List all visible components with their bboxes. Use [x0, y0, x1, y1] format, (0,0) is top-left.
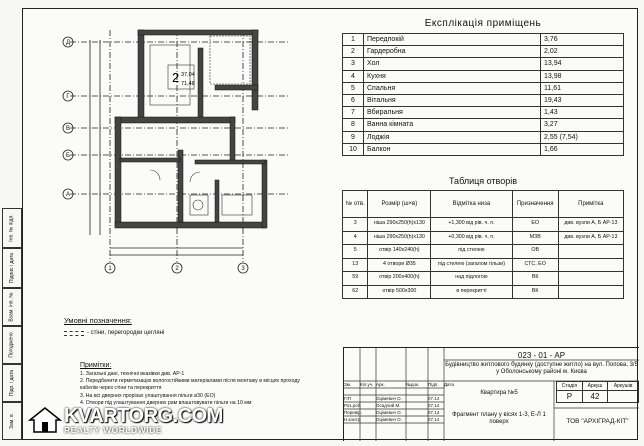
stage-header: Аркуш [582, 382, 608, 391]
table-row [343, 46, 624, 58]
opening-no: 62 [343, 285, 368, 299]
opening-size: отвір 140х240(h) [368, 245, 431, 259]
room-area: 13,94 [541, 58, 624, 70]
title-block [343, 347, 639, 441]
opening-purpose: ВК [512, 272, 558, 286]
room-no: 9 [343, 131, 364, 143]
column-header: Призначення [512, 191, 558, 218]
room-no: 7 [343, 107, 364, 119]
opening-purpose: ВК [512, 285, 558, 299]
explication-table [342, 33, 624, 156]
drawing-code: 023 - 01 - АР [517, 351, 566, 360]
table-row [343, 143, 624, 155]
opening-note [558, 272, 623, 286]
area-living: 71,48 [181, 81, 195, 87]
opening-level: +0,300 від рів. ч. п. [431, 231, 512, 245]
axis-label: 3 [241, 266, 245, 272]
opening-level: під стелею [431, 245, 512, 259]
watermark-brand: KVARTORG.COM [64, 405, 223, 427]
column-header: Розмір (ш×в) [368, 191, 431, 218]
opening-no: 4 [343, 231, 368, 245]
area-total: 37,04 [181, 72, 195, 78]
side-stamp-cell: Погоджено [2, 326, 22, 364]
room-name: Спальня [364, 82, 541, 94]
room-area: 13,98 [541, 70, 624, 82]
axis-label: Г [66, 94, 70, 100]
room-no: 10 [343, 143, 364, 155]
opening-note: див. вузли А, Б АР-13 [558, 218, 623, 232]
table-row [343, 231, 624, 245]
room-name: Вбиральня [364, 107, 541, 119]
notes-title: Примітки: [80, 362, 112, 369]
openings-table [342, 190, 624, 299]
room-name: Ванна кімната [364, 119, 541, 131]
opening-level: під стелею (загалом гільзи) [431, 258, 512, 272]
signature-row: ГІП Оцімевич О. 07.14 [344, 396, 440, 401]
room-name: Балкон [364, 143, 541, 155]
table-row [343, 58, 624, 70]
room-name: Гардеробна [364, 46, 541, 58]
room-name: Передпокій [364, 34, 541, 46]
house-logo-icon [28, 406, 62, 434]
sheet-title: Фрагмент плану у вісях 1-3, Е-Л 1 поверх [452, 412, 546, 425]
room-area: 3,76 [541, 34, 624, 46]
note-item: кабелів через стіни та перекриття [80, 385, 162, 392]
stage-value: 42 [582, 391, 608, 403]
table-row [343, 218, 624, 232]
room-area: 11,61 [541, 82, 624, 94]
watermark-tagline: REALTY WORLDWIDE [64, 425, 162, 435]
opening-purpose: МЗВ [512, 231, 558, 245]
opening-size: ніша 290х250(h)х130 [368, 218, 431, 232]
room-no: 5 [343, 82, 364, 94]
opening-level: в перекритті [431, 285, 512, 299]
room-area: 2,02 [541, 46, 624, 58]
flat-label: Квартира №5 [480, 390, 518, 396]
opening-note [558, 245, 623, 259]
stage-header: Стадія [557, 382, 583, 391]
room-name: Хол [364, 58, 541, 70]
room-name: Кухня [364, 70, 541, 82]
stage-value [608, 391, 639, 403]
opening-no: 59 [343, 272, 368, 286]
signature-row: Роз.роб. Осадчий М. 07.14 [344, 403, 440, 408]
note-item: 2. Передбачити герметизацію вологостійкими матеріалами після монтажу в місцях проходу [80, 378, 300, 385]
column-header: Відмітка низа [431, 191, 512, 218]
opening-purpose: ЕО [512, 218, 558, 232]
opening-size: отвір 500х300 [368, 285, 431, 299]
table-row [343, 285, 624, 299]
table-row [343, 94, 624, 106]
table-row [343, 272, 624, 286]
room-no: 2 [343, 46, 364, 58]
table-row [343, 258, 624, 272]
room-area: 3,27 [541, 119, 624, 131]
opening-note [558, 258, 623, 272]
axis-label: 1 [108, 266, 112, 272]
note-item: 4. Отвори під улаштування дверних рам влаштовувати пільги на 10 мм [80, 399, 252, 406]
room-no: 1 [343, 34, 364, 46]
axis-label: 2 [175, 266, 179, 272]
legend-title: Умовні позначення: [64, 316, 132, 325]
table-row [343, 245, 624, 259]
stage-value: Р [557, 391, 583, 403]
openings-title: Таблиця отворів [448, 176, 518, 186]
room-name: Лоджія [364, 131, 541, 143]
opening-level: +1,300 від рів. ч. п. [431, 218, 512, 232]
table-row [343, 82, 624, 94]
project-description: Будівництво житлового будинку (доступне житло) на вул. Попова, 3/5 у Оболонському районі м. Києва [445, 362, 638, 375]
opening-size: отвір 200х400(h) [368, 272, 431, 286]
room-name: Вітальня [364, 94, 541, 106]
note-item: 1. Загальні дані, технічні вказівки див. АР-1 [80, 371, 185, 377]
wall-hatch-icon [64, 331, 84, 336]
watermark [28, 406, 223, 435]
table-row [343, 119, 624, 131]
signature-row: Перевір. Оцімевич О. 07.14 [344, 410, 440, 415]
side-stamp-cell: Підп. і дата [2, 364, 22, 402]
side-stamp-cell: Підпис і дата [2, 248, 22, 288]
table-row [343, 131, 624, 143]
room-area: 19,43 [541, 94, 624, 106]
room-no: 4 [343, 70, 364, 82]
side-stamp-cell: Інв. № підл. [2, 208, 22, 248]
axis-label: Д [65, 40, 71, 46]
note-item: 3. На всі дверних прорізах улаштування пільги ø30 (ЕО) [80, 392, 216, 399]
apartment-number: 2 [172, 70, 180, 85]
room-area: 1,43 [541, 107, 624, 119]
opening-no: 5 [343, 245, 368, 259]
table-row [343, 70, 624, 82]
floor-plan [0, 0, 340, 320]
column-header: Примітка [558, 191, 623, 218]
stage-header: Аркушів [608, 382, 639, 391]
side-stamp-cell: Зам. в. [2, 402, 22, 440]
opening-note [558, 285, 623, 299]
legend-item: - стіни, перегородки цегляні [64, 330, 164, 336]
explication-title: Експлікація приміщень [424, 18, 542, 29]
opening-no: 3 [343, 218, 368, 232]
table-row [343, 107, 624, 119]
side-stamp-cell: Взам. інв. № [2, 288, 22, 326]
opening-purpose: ОВ [512, 245, 558, 259]
axis-label: А [65, 192, 71, 198]
column-header: № отв. [343, 191, 368, 218]
axis-label: В [65, 126, 71, 132]
axis-label: Б [66, 153, 70, 159]
room-no: 3 [343, 58, 364, 70]
organization: ТОВ "АРХІГРАД-КІТ" [566, 418, 629, 425]
room-no: 6 [343, 94, 364, 106]
table-row [343, 34, 624, 46]
opening-size: ніша 290х250(h)х130 [368, 231, 431, 245]
room-area: 1,66 [541, 143, 624, 155]
side-stamp [2, 208, 22, 440]
notes-list [80, 371, 370, 407]
room-area: 2,55 (7,54) [541, 131, 624, 143]
signature-header: Зм. Кіл.уч. Арк. №док. Підп. Дата [344, 382, 454, 387]
opening-no: 13 [343, 258, 368, 272]
stage-table [556, 381, 639, 403]
opening-purpose: СТС, ЕО [512, 258, 558, 272]
signature-row: Н.контр. Оцімевич О. 07.14 [344, 417, 440, 422]
opening-size: 4 отвори Ø35 [368, 258, 431, 272]
opening-note: див. вузли А, Б АР-13 [558, 231, 623, 245]
opening-level: над підлогою [431, 272, 512, 286]
room-no: 8 [343, 119, 364, 131]
